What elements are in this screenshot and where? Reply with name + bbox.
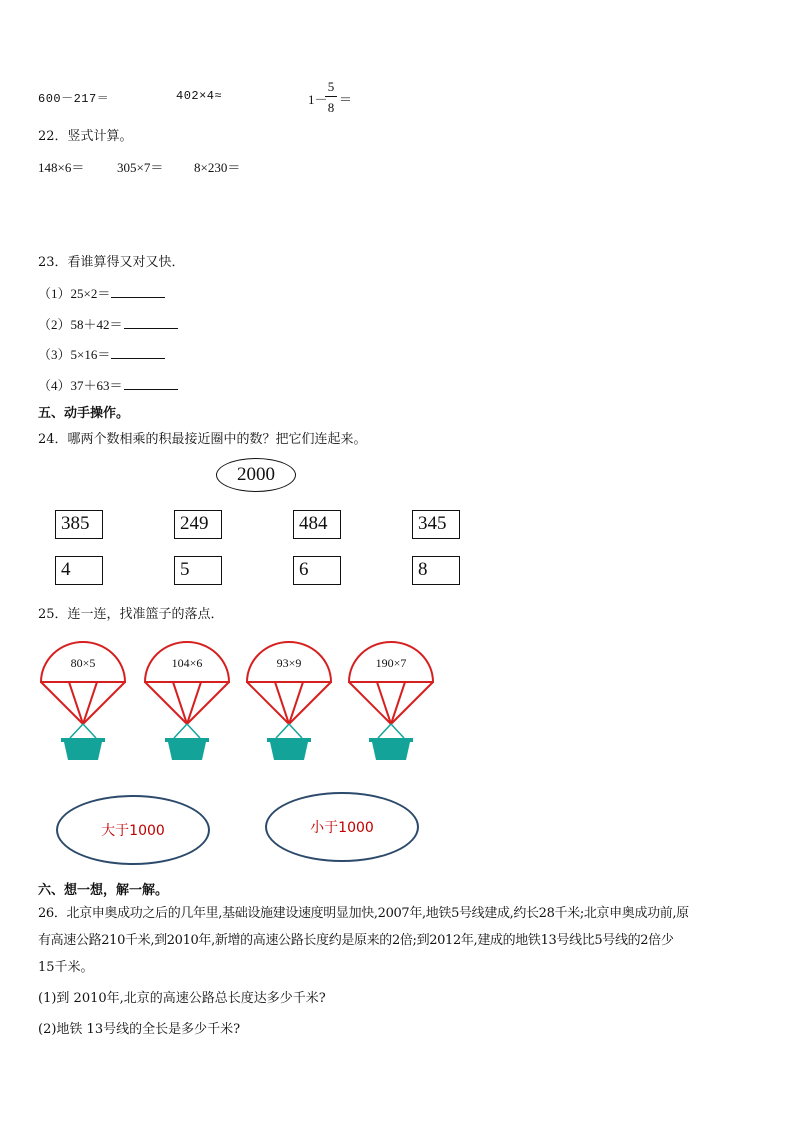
target-number-oval: 2000 (216, 458, 296, 492)
factor-box-5[interactable]: 5 (174, 556, 222, 585)
q22-item-2: 305×7＝ (117, 160, 164, 175)
q26-text (38, 900, 758, 1043)
factor-box-345[interactable]: 345 (412, 510, 460, 539)
q21-item-1: 600－217＝ (38, 92, 110, 106)
q23-item-4: （4）37＋63＝ (38, 375, 178, 394)
q26-sub-question-2: (2)地铁 13号线的全长是多少千米? (38, 1022, 241, 1037)
q22-item-3: 8×230＝ (194, 160, 241, 175)
section-5-heading: 五、动手操作。 (38, 406, 130, 421)
q21-item-2: 402×4≈ (176, 89, 223, 103)
factor-box-6[interactable]: 6 (293, 556, 341, 585)
section-6-heading: 六、想一想，解一解。 (38, 883, 169, 898)
factor-box-8[interactable]: 8 (412, 556, 460, 585)
q21-item-3-prefix: 1－ (308, 92, 328, 107)
q23-title: 23．看谁算得又对又快． (38, 255, 185, 270)
factor-box-484[interactable]: 484 (293, 510, 341, 539)
q23-item-3: （3）5×16＝ (38, 344, 165, 363)
parachute-label-3: 93×9 (276, 656, 302, 670)
q26-sub-question-1: (1)到 2010年,北京的高速公路总长度达多少千米? (38, 991, 326, 1006)
factor-box-4[interactable]: 4 (55, 556, 103, 585)
q26-line-1: 26．北京申奥成功之后的几年里,基础设施建设速度明显加快,2007年,地铁5号线建成,约长28千米;北京申奥成功前,原 (38, 906, 689, 921)
factor-box-385[interactable]: 385 (55, 510, 103, 539)
target-greater-than-1000[interactable]: 大于1000 (56, 795, 210, 865)
q22-item-1: 148×6＝ (38, 160, 85, 175)
q23-item-2: （2）58＋42＝ (38, 314, 178, 333)
q25-title: 25．连一连，找准篮子的落点． (38, 607, 224, 622)
parachute-label-1: 80×5 (70, 656, 96, 670)
parachute-label-4: 190×7 (375, 656, 407, 670)
q21-fraction-numerator: 5 (327, 79, 335, 94)
q24-title: 24．哪两个数相乘的积最接近圈中的数？把它们连起来。 (38, 432, 367, 447)
q21-item-3-suffix: ＝ (339, 92, 353, 107)
q22-title: 22．竖式计算。 (38, 129, 133, 144)
q26-line-2: 有高速公路210千米,到2010年,新增的高速公路长度约是原来的2倍;到2012年,建成的地铁13号线比5号线的2倍少 (38, 933, 674, 948)
q21-fraction-denominator: 8 (327, 100, 335, 115)
q23-item-1: （1）25×2＝ (38, 283, 165, 302)
factor-box-249[interactable]: 249 (174, 510, 222, 539)
parachute-label-2: 104×6 (171, 656, 203, 670)
q26-line-3: 15千米。 (38, 960, 94, 975)
target-less-than-1000[interactable]: 小于1000 (265, 792, 419, 862)
